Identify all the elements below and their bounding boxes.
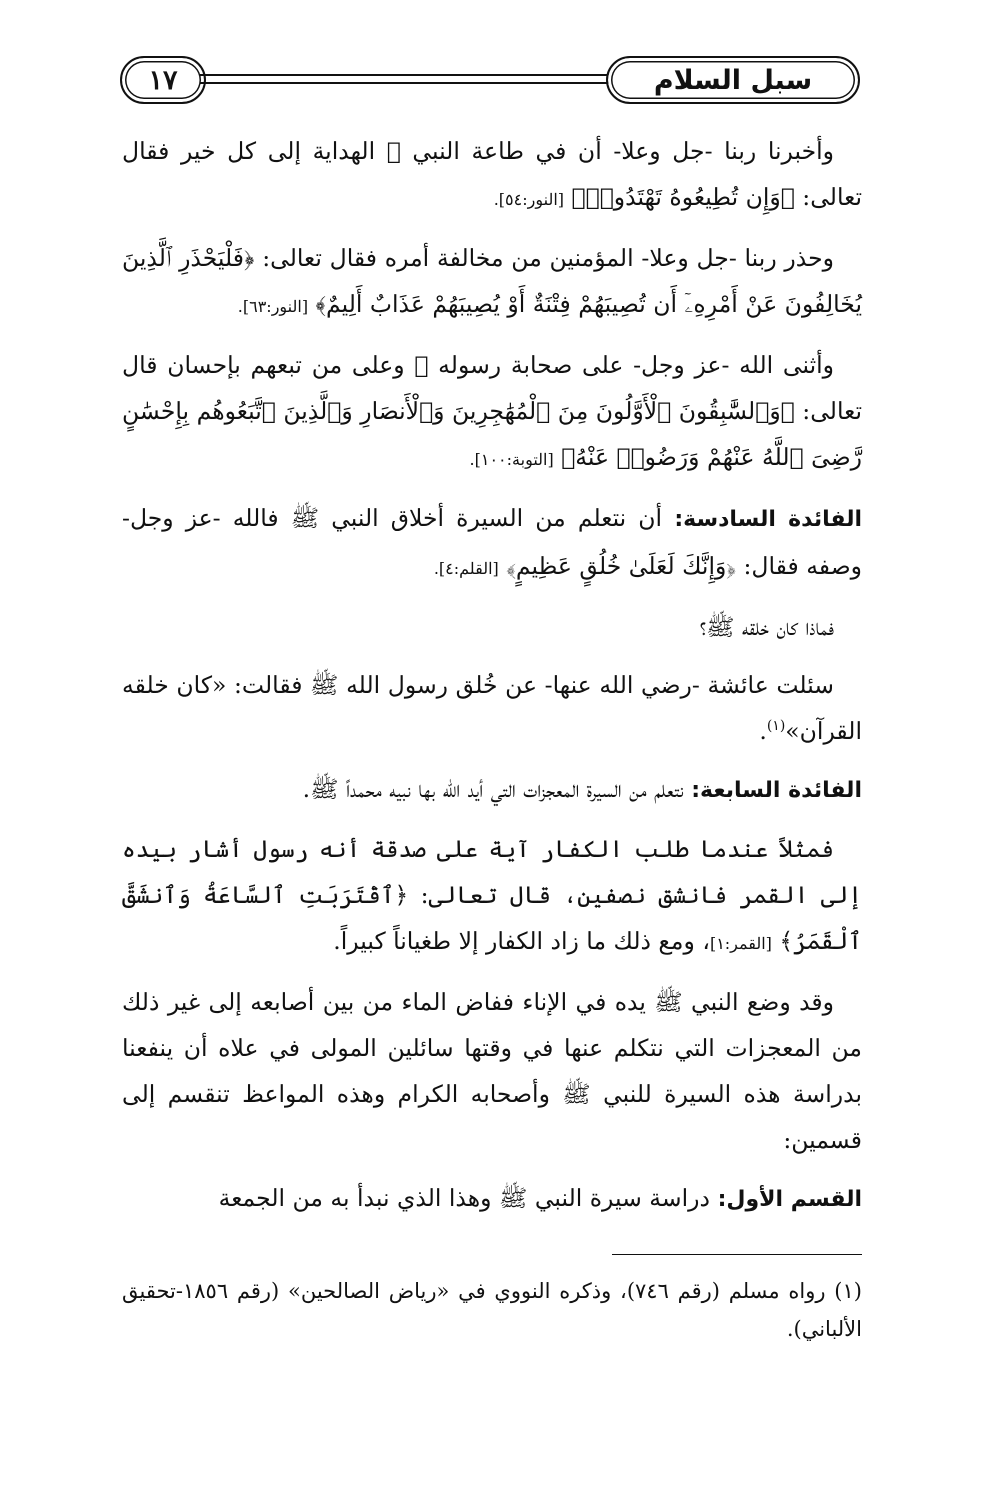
verse-reference: [النور:٥٤]. [493, 190, 565, 209]
section-lead: الفائدة السادسة: [662, 507, 862, 532]
paragraph-text: فمثلاً عندما طلب الكفار آية على صدقة أنه رسول أشار بيده إلى القمر فانشق نصفين، قال تعالى: ﴿ٱقْتَرَبَتِ ٱلسَّاعَةُ وَٱنشَقَّ ٱلْقَمَرُ﴾ [122, 835, 862, 955]
paragraph-text: أن نتعلم من السيرة أخلاق النبي ﷺ فالله -عز وجل- وصفه فقال: ﴿وَإِنَّكَ لَعَلَىٰ خُلُقٍ عَظِيمٍ﴾ [122, 504, 862, 580]
paragraph-text: وحذر ربنا -جل وعلا- المؤمنين من مخالفة أمره فقال تعالى: ﴿فَلْيَحْذَرِ ٱلَّذِينَ يُخَالِفُونَ عَنْ أَمْرِهِۦٓ أَن تُصِيبَهُمْ فِتْنَةٌ أَوْ يُصِيبَهُمْ عَذَابٌ أَلِيمٌ﴾ [122, 244, 862, 318]
paragraph-text: دراسة سيرة النبي ﷺ وهذا الذي نبدأ به من الجمعة [218, 1184, 710, 1212]
verse-reference: [القلم:٤]. [433, 559, 499, 578]
paragraph-text: وأثنى الله -عز وجل- على صحابة رسوله ﷺ وعلى من تبعهم بإحسان قال تعالى: ﴿وَٱلسَّٰبِقُونَ ٱلْأَوَّلُونَ مِنَ ٱلْمُهَٰجِرِينَ وَٱلْأَنصَارِ وَٱلَّذِينَ ٱتَّبَعُوهُم بِإِحْسَٰنٍ رَّضِىَ ٱللَّهُ عَنْهُمْ وَرَضُوا۟ عَنْهُ﴾ [122, 351, 862, 471]
paragraph-text: نتعلم من السيرة المعجزات التي أيد الله بها نبيه محمداً ﷺ. [302, 775, 684, 803]
paragraph-tail: . [759, 717, 767, 745]
verse-reference: [النور:٦٣]. [237, 297, 309, 316]
body-text [122, 128, 862, 1235]
header-rule [200, 74, 610, 84]
paragraph [122, 766, 862, 814]
verse-reference: [التوبة:١٠٠]. [469, 450, 554, 469]
paragraph [122, 342, 862, 483]
footnote-marker[interactable]: (١) [766, 718, 786, 735]
paragraph [122, 826, 862, 967]
footnote: (١) رواه مسلم (رقم ٧٤٦)، وذكره النووي في «رياض الصالحين» (رقم ١٨٥٦-تحقيق الألباني). [122, 1279, 862, 1341]
footnote-divider [612, 1254, 862, 1255]
paragraph [122, 662, 862, 754]
verse-reference: [القمر:١] [709, 934, 772, 953]
paragraph-text: وقد وضع النبي ﷺ يده في الإناء ففاض الماء من بين أصابعه إلى غير ذلك من المعجزات التي نتكلم عنها في وقتها سائلين المولى في علاه أن ينفعنا بدراسة هذه السيرة للنبي ﷺ وأصحابه الكرام وهذه المواعظ تنقسم إلى قسمين: [122, 988, 862, 1154]
paragraph [122, 1175, 862, 1223]
paragraph [122, 128, 862, 223]
paragraph [122, 604, 862, 650]
paragraph-text: فماذا كان خلقه ﷺ؟ [699, 613, 834, 641]
page-number: ١٧ [120, 56, 206, 104]
paragraph-text: سئلت عائشة -رضي الله عنها- عن خُلق رسول الله ﷺ فقالت: «كان خلقه القرآن» [122, 671, 862, 745]
paragraph [122, 495, 862, 592]
section-lead: الفائدة السابعة: [683, 778, 862, 803]
running-title: سبل السلام [606, 56, 860, 104]
page-header [120, 52, 860, 112]
section-lead: القسم الأول: [709, 1187, 862, 1212]
paragraph-tail: ، ومع ذلك ما زاد الكفار إلا طغياناً كبيراً. [333, 927, 710, 955]
paragraph [122, 235, 862, 330]
paragraph-text: وأخبرنا ربنا -جل وعلا- أن في طاعة النبي ﷺ الهداية إلى كل خير فقال تعالى: ﴿وَإِن تُطِيعُوهُ تَهْتَدُوا۟﴾ [122, 137, 862, 211]
paragraph [122, 979, 862, 1163]
